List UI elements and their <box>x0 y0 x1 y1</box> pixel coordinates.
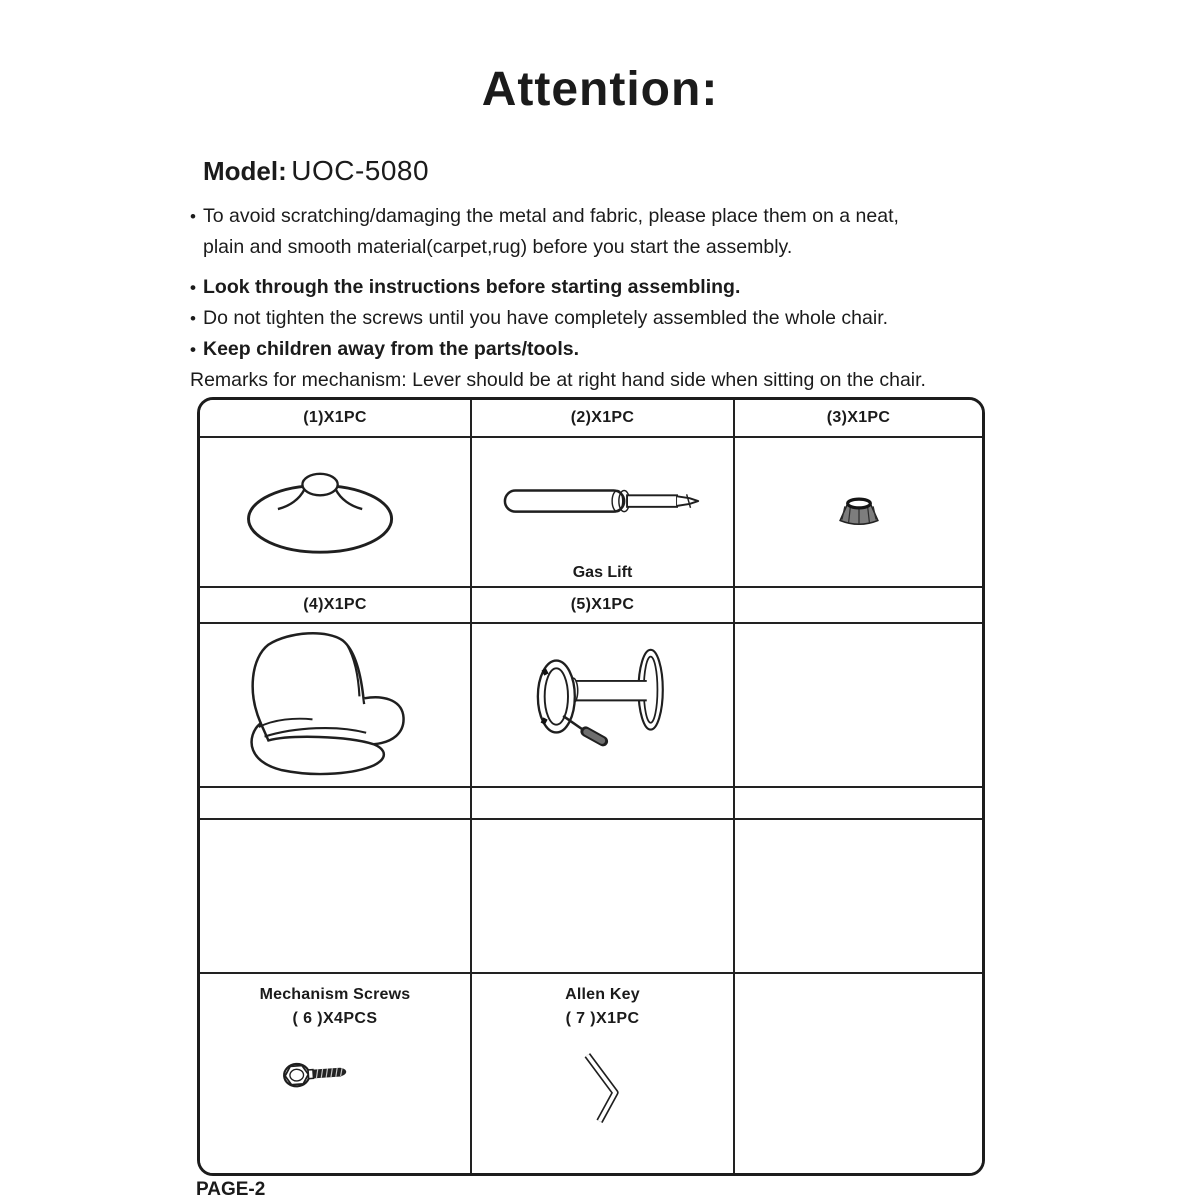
bullet-keep-children <box>190 334 990 365</box>
bullet-look-through <box>190 272 990 303</box>
model-label: Model: <box>203 156 287 186</box>
bullet-icon: • <box>190 309 196 328</box>
bullet-do-not-tighten <box>190 303 990 334</box>
allen-key-qty: ( 7 )X1PC <box>565 1010 640 1027</box>
part2-qty-header: (2)X1PC <box>472 400 735 438</box>
part4-image-cell <box>200 624 472 788</box>
mechanism-screws-title: Mechanism Screws <box>259 986 411 1003</box>
bullet-avoid-scratching-line2: plain and smooth material(carpet,rug) before you start the assembly. <box>203 236 793 258</box>
empty-cell <box>472 788 735 820</box>
gas-lift-illustration <box>500 478 706 528</box>
page-title: Attention: <box>481 63 719 116</box>
bullet-text: Do not tighten the screws until you have completely assembled the whole chair. <box>203 307 889 329</box>
part5-image-cell <box>472 624 735 788</box>
seat-illustration <box>232 629 438 781</box>
remarks-mechanism: Remarks for mechanism: Lever should be at right hand side when sitting on the chair. <box>190 369 926 391</box>
empty-cell <box>735 820 982 974</box>
empty-cell <box>472 820 735 974</box>
mechanism-illustration <box>530 644 676 749</box>
parts-table <box>197 397 985 1176</box>
allen-key-illustration <box>576 1050 630 1130</box>
part4-qty-header: (4)X1PC <box>200 588 472 624</box>
empty-header-cell <box>735 588 982 624</box>
mechanism-screws-qty: ( 6 )X4PCS <box>292 1010 378 1027</box>
bullet-icon: • <box>190 278 196 297</box>
part1-image-cell <box>200 438 472 588</box>
empty-cell <box>735 788 982 820</box>
bullet-text: Look through the instructions before starting assembling. <box>203 276 741 298</box>
part2-image-cell <box>472 438 735 588</box>
part1-qty-header: (1)X1PC <box>200 400 472 438</box>
part3-image-cell <box>735 438 982 588</box>
part6-cell <box>200 974 472 1173</box>
model-line <box>203 155 429 187</box>
instructions-list <box>190 201 990 396</box>
empty-cell <box>735 624 982 788</box>
bullet-icon: • <box>190 340 196 359</box>
bullet-icon: • <box>190 207 196 226</box>
bullet-text: To avoid scratching/damaging the metal and fabric, please place them on a neat, <box>203 205 899 227</box>
empty-cell <box>200 788 472 820</box>
empty-cell <box>735 974 982 1173</box>
bullet-text: Keep children away from the parts/tools. <box>203 338 580 360</box>
allen-key-title: Allen Key <box>565 986 640 1003</box>
cone-cap-illustration <box>836 495 882 529</box>
model-number: UOC-5080 <box>291 155 430 186</box>
gas-lift-label: Gas Lift <box>572 564 633 581</box>
part5-qty-header: (5)X1PC <box>472 588 735 624</box>
part3-qty-header: (3)X1PC <box>735 400 982 438</box>
page-number: PAGE-2 <box>196 1179 266 1200</box>
chair-base-illustration <box>225 458 421 566</box>
bullet-avoid-scratching <box>190 201 990 232</box>
part7-cell <box>472 974 735 1173</box>
empty-cell <box>200 820 472 974</box>
screw-illustration <box>281 1053 359 1093</box>
